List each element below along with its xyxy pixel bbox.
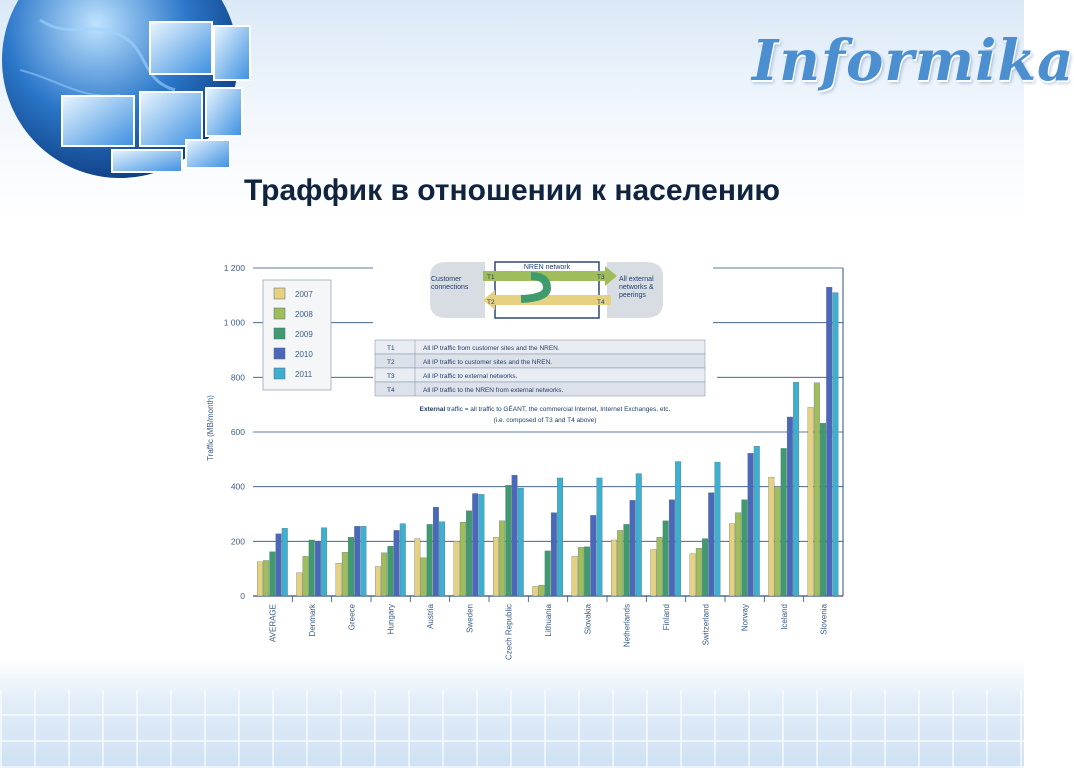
y-tick-label: 0: [240, 591, 245, 601]
bar: [454, 541, 460, 596]
bar: [348, 537, 354, 596]
bar: [669, 500, 675, 596]
bar: [466, 511, 472, 596]
bar: [630, 500, 636, 596]
bar: [578, 547, 584, 596]
bar: [715, 462, 721, 596]
nren-diagram: [373, 258, 713, 324]
x-tick-label: AVERAGE: [268, 604, 278, 643]
table-code: T3: [387, 373, 395, 380]
bar: [460, 522, 466, 596]
bar: [375, 566, 381, 596]
x-tick-label: Lithuania: [544, 604, 553, 637]
bar: [675, 462, 681, 596]
nren-network-label: NREN network: [523, 264, 571, 271]
bar: [499, 521, 505, 596]
x-tick-label: Norway: [740, 604, 750, 632]
arrow-t4: T4: [597, 299, 605, 306]
bar: [533, 586, 539, 596]
bar: [708, 493, 714, 596]
bar: [729, 524, 735, 596]
bar: [336, 563, 342, 596]
bar: [381, 553, 387, 596]
bar: [551, 513, 557, 596]
bar: [769, 477, 775, 596]
bar: [748, 453, 754, 596]
legend-label: 2011: [295, 370, 313, 379]
bar: [297, 573, 303, 596]
x-tick-label: Sweden: [465, 604, 475, 633]
external-networks-label: All external networks & peerings: [619, 276, 654, 299]
bar: [696, 548, 702, 596]
bar: [820, 423, 826, 596]
x-tick-label: Denmark: [308, 604, 317, 637]
legend: [263, 280, 331, 390]
bar: [651, 550, 657, 596]
y-tick-label: 800: [230, 372, 245, 383]
bar: [624, 524, 630, 596]
bar: [276, 534, 282, 596]
bar: [787, 417, 793, 596]
bar: [315, 541, 321, 596]
bar: [793, 382, 799, 596]
bar: [518, 488, 524, 596]
external-note-line2: (i.e. composed of T3 and T4 above): [493, 417, 597, 424]
legend-swatch: [274, 368, 285, 379]
bar: [742, 500, 748, 596]
x-tick-label: Hungary: [386, 604, 396, 635]
bar: [539, 585, 545, 596]
legend-swatch: [274, 328, 285, 339]
arrow-t1: T1: [487, 274, 495, 281]
bar: [597, 478, 603, 596]
legend-label: 2007: [295, 290, 313, 299]
bar: [439, 522, 445, 596]
bar: [775, 487, 781, 596]
x-tick-label: Finland: [662, 604, 671, 631]
legend-label: 2009: [295, 330, 313, 339]
bar: [657, 537, 663, 596]
slide-title: Траффик в отношении к населению: [243, 174, 781, 207]
bar: [611, 540, 617, 596]
bar: [282, 528, 288, 596]
legend-swatch: [274, 348, 285, 359]
external-note-text: traffic = all traffic to GÉANT, the commercial Internet, Internet Exchanges, etc.: [445, 406, 671, 413]
bar: [400, 524, 406, 596]
table-code: T4: [387, 387, 395, 394]
bar: [421, 558, 427, 596]
x-tick-label: Iceland: [780, 604, 789, 630]
table-code: T2: [387, 359, 395, 366]
legend-label: 2008: [295, 310, 313, 319]
external-note: [420, 404, 671, 413]
bottom-decoration: [0, 690, 1024, 768]
bar: [433, 507, 439, 596]
bar: [309, 540, 315, 596]
globe-logo: [0, 0, 270, 180]
bar: [321, 528, 327, 596]
traffic-type-table: [373, 338, 717, 424]
bar: [512, 475, 518, 596]
bar: [833, 293, 839, 596]
bar: [342, 552, 348, 596]
bar: [506, 485, 512, 596]
legend-swatch: [274, 308, 285, 319]
bar: [826, 287, 832, 596]
traffic-chart: [195, 258, 855, 678]
informika-logo: Informika: [752, 28, 1074, 94]
legend-swatch: [274, 288, 285, 299]
bar: [735, 513, 741, 596]
y-tick-label: 1 000: [223, 317, 245, 328]
x-tick-label: Austria: [426, 604, 435, 629]
arrow-t3: T3: [597, 274, 605, 281]
bar: [584, 547, 590, 596]
bar: [781, 448, 787, 596]
table-desc: All IP traffic to the NREN from external networks.: [423, 387, 564, 394]
bar: [754, 446, 760, 596]
y-axis-title: Traffic (MB/month): [206, 395, 215, 461]
bar: [545, 551, 551, 596]
bar: [636, 474, 642, 596]
bar: [427, 524, 433, 596]
bar: [270, 552, 276, 596]
bar: [388, 546, 394, 596]
arrow-t2: T2: [487, 299, 495, 306]
bar: [472, 494, 478, 597]
bar: [354, 526, 360, 596]
bar: [557, 478, 563, 596]
y-tick-label: 600: [230, 427, 245, 437]
bar: [808, 407, 814, 596]
bar: [257, 562, 263, 596]
bar: [617, 530, 623, 596]
bar: [590, 515, 596, 596]
table-desc: All IP traffic to customer sites and the NREN.: [423, 359, 553, 366]
external-note-bold: External: [419, 406, 446, 413]
bar: [263, 560, 269, 596]
x-tick-label: Switzerland: [701, 604, 711, 646]
bar: [361, 526, 367, 596]
table-desc: All IP traffic from customer sites and the NREN.: [423, 345, 560, 352]
bar: [415, 539, 421, 596]
x-tick-label: Slovenia: [819, 604, 829, 635]
bar: [479, 494, 485, 596]
x-tick-label: Greece: [347, 604, 357, 631]
bar: [663, 521, 669, 596]
table-desc: All IP traffic to external networks.: [423, 373, 518, 380]
legend-label: 2010: [295, 350, 313, 359]
bar: [394, 530, 400, 596]
x-tick-label: Czech Republic: [504, 604, 514, 661]
bar: [814, 383, 820, 596]
bar: [690, 554, 696, 596]
bar: [572, 556, 578, 596]
y-tick-label: 200: [230, 536, 245, 547]
table-code: T1: [387, 345, 395, 352]
bar: [493, 537, 499, 596]
y-tick-label: 400: [230, 481, 245, 492]
y-tick-label: 1 200: [223, 263, 245, 273]
x-tick-label: Slovakia: [583, 604, 593, 635]
customer-connections-label: Customer connections: [431, 276, 469, 291]
bar: [303, 556, 309, 596]
bar: [702, 539, 708, 596]
x-tick-label: Netherlands: [622, 604, 632, 648]
